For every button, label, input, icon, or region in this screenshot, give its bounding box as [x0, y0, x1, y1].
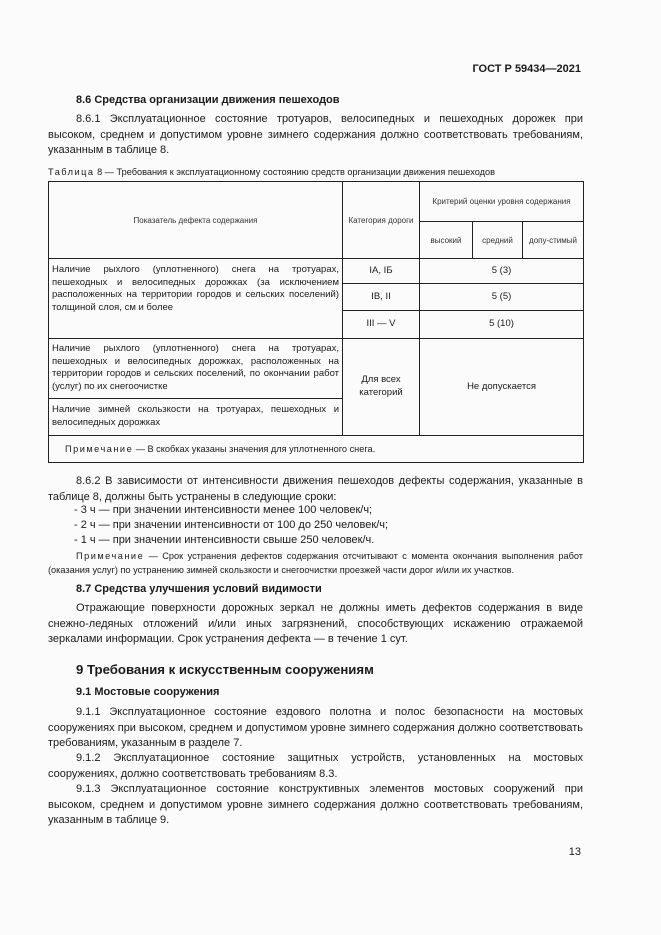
- list-item: - 2 ч — при значении интенсивности от 100 до 250 человек/ч;: [74, 519, 389, 531]
- paragraph-8-6-2-note: [48, 549, 583, 577]
- row-loose-snow-outside-cities: Наличие рыхлого (уплотненного) снега на тротуарах, пешеходных и велосипедных дорожках (за исключением расположенных на территории городов и сельских поселений) толщиной слоя, см и более: [49, 259, 343, 339]
- row-winter-slipperiness: Наличие зимней скользкости на тротуарах, пешеходных и велосипедных дорожках: [49, 399, 343, 436]
- value-not-allowed: Не допускается: [420, 339, 584, 436]
- table-8: [48, 181, 584, 463]
- row-loose-snow-in-cities: Наличие рыхлого (уплотненного) снега на тротуарах, пешеходных и велосипедных дорожках, расположенных на территории городов и сельских поселений, по окончании работ (услуг) по их снегоочистке: [49, 339, 343, 399]
- value-cell: 5 (5): [420, 284, 584, 311]
- paragraph-8-7: Отражающие поверхности дорожных зеркал не должны иметь дефектов содержания в виде снежно-ледяных отложений и/или иных загрязнений, способствующих искажению отражаемой зеркалами информации. Срок устранения дефекта — в течение 1 сут.: [48, 602, 583, 645]
- category-cell: IB, II: [343, 284, 420, 311]
- paragraph-9-1-1: 9.1.1 Эксплуатационное состояние ездового полотна и полос безопасности на мостовых сооружениях при высоком, среднем и допустимом уровне зимнего содержания должно соответствовать требованиям, указанным в разделе 7.: [48, 706, 583, 749]
- category-all: Для всех категорий: [343, 339, 420, 436]
- section-9-1-title: 9.1 Мостовые сооружения: [76, 686, 220, 698]
- section-8-6-title: 8.6 Средства организации движения пешеходов: [76, 94, 340, 106]
- table-8-note: [49, 436, 584, 463]
- section-9-title: 9 Требования к искусственным сооружениям: [76, 662, 374, 677]
- table-8-caption: [48, 165, 583, 179]
- note-text: — Срок устранения дефектов содержания отсчитывают с момента окончания выполнения работ (оказания услуг) по устранению зимней скользкости и снегоочистки проезжей части дорог и/или их участков.: [48, 551, 583, 575]
- header-level-mid: средний: [473, 222, 523, 259]
- note-label: Примечание: [76, 551, 145, 561]
- category-cell: III — V: [343, 311, 420, 339]
- note-label: Примечание: [65, 443, 134, 454]
- header-level-allowed: допу-стимый: [523, 222, 584, 259]
- section-8-7-title: 8.7 Средства улучшения условий видимости: [76, 583, 322, 595]
- paragraph-9-1-2: 9.1.2 Эксплуатационное состояние защитных устройств, установленных на мостовых сооружениях, должно соответствовать требованиям 8.3.: [48, 752, 583, 780]
- header-category: Категория дороги: [343, 182, 420, 259]
- category-cell: IA, IБ: [343, 259, 420, 284]
- header-indicator: Показатель дефекта содержания: [49, 182, 343, 259]
- table-caption-text: 8 — Требования к эксплуатационному состоянию средств организации движения пешеходов: [97, 167, 495, 177]
- paragraph-8-6-2: 8.6.2 В зависимости от интенсивности движения пешеходов дефекты содержания, указанные в таблице 8, должны быть устранены в следующие сроки:: [48, 475, 583, 503]
- paragraph-9-1-3: 9.1.3 Эксплуатационное состояние конструктивных элементов мостовых сооружений при высоком, среднем и допустимом уровне зимнего содержания должно соответствовать требованиям, указанным в таблице 9.: [48, 783, 583, 826]
- deadline-list: [48, 503, 583, 548]
- paragraph-8-6-1: 8.6.1 Эксплуатационное состояние тротуаров, велосипедных и пешеходных дорожек при высоком, среднем и допустимом уровне зимнего содержания должно соответствовать требованиям, указанным в таблице 8.: [48, 113, 583, 156]
- document-number: ГОСТ Р 59434—2021: [472, 63, 581, 75]
- header-criteria: Критерий оценки уровня содержания: [420, 182, 584, 222]
- note-text: — В скобках указаны значения для уплотненного снега.: [133, 443, 376, 454]
- header-level-high: высокий: [420, 222, 473, 259]
- table-caption-label: Таблица: [48, 167, 95, 177]
- value-cell: 5 (10): [420, 311, 584, 339]
- list-item: - 3 ч — при значении интенсивности менее 100 человек/ч;: [74, 504, 373, 516]
- value-cell: 5 (3): [420, 259, 584, 284]
- page-number: 13: [568, 846, 581, 858]
- list-item: - 1 ч — при значении интенсивности свыше 250 человек/ч.: [74, 534, 375, 546]
